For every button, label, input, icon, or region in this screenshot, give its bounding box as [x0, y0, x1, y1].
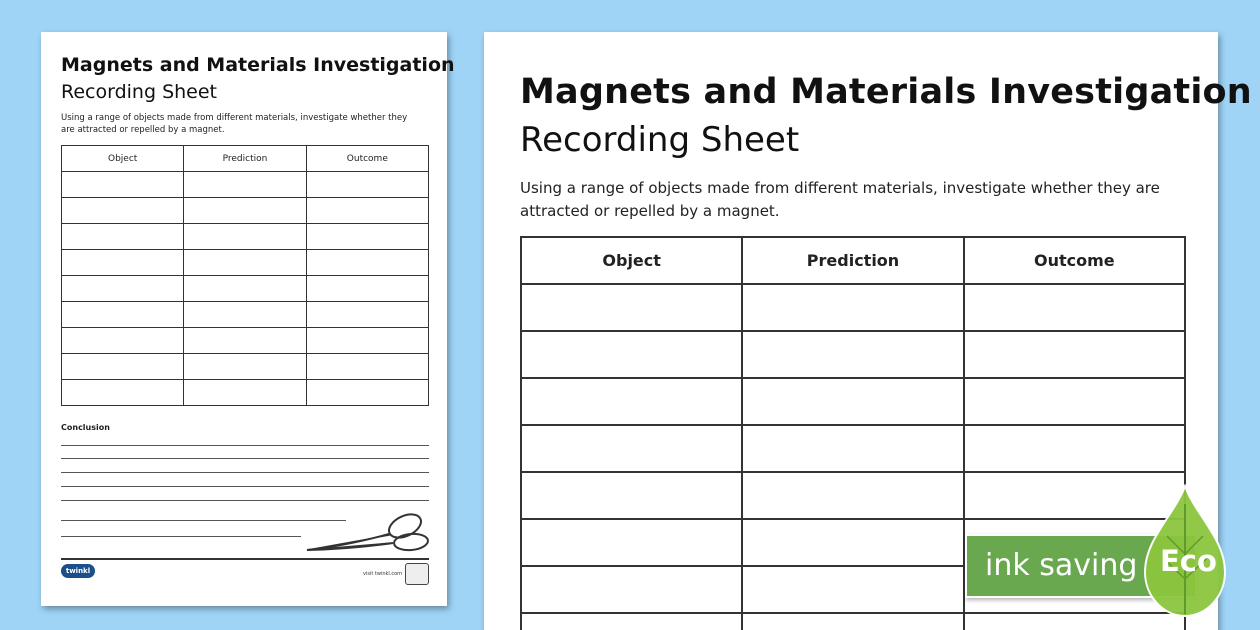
table-row: [62, 224, 429, 250]
table-cell: [964, 284, 1185, 331]
table-row: [62, 198, 429, 224]
table-cell: [62, 380, 184, 406]
table-cell: [306, 198, 428, 224]
column-header-prediction: Prediction: [742, 237, 963, 284]
table-cell: [306, 380, 428, 406]
table-cell: [964, 378, 1185, 425]
table-cell: [521, 519, 742, 566]
column-header-outcome: Outcome: [964, 237, 1185, 284]
table-row: [521, 472, 1185, 519]
table-row: [62, 380, 429, 406]
conclusion-label: Conclusion: [61, 423, 110, 432]
thumbnail-subtitle: Recording Sheet: [61, 81, 217, 103]
table-cell: [62, 224, 184, 250]
column-header-object: Object: [62, 146, 184, 172]
table-cell: [62, 276, 184, 302]
table-row: [62, 172, 429, 198]
table-cell: [184, 328, 306, 354]
table-row: [62, 354, 429, 380]
conclusion-line: [61, 500, 429, 501]
table-cell: [306, 302, 428, 328]
instructions-line: attracted or repelled by a magnet.: [520, 202, 780, 220]
table-cell: [184, 198, 306, 224]
table-cell: [964, 331, 1185, 378]
scissors-icon: [305, 513, 431, 553]
table-cell: [62, 354, 184, 380]
instructions: [520, 177, 1170, 223]
table-cell: [742, 519, 963, 566]
table-cell: [742, 472, 963, 519]
conclusion-line: [61, 486, 429, 487]
table-row: [62, 250, 429, 276]
table-cell: [306, 276, 428, 302]
column-header-outcome: Outcome: [306, 146, 428, 172]
worksheet-thumbnail: [41, 32, 455, 606]
table-cell: [964, 425, 1185, 472]
conclusion-line: [61, 472, 429, 473]
table-row: [521, 378, 1185, 425]
table-cell: [184, 250, 306, 276]
column-header-prediction: Prediction: [184, 146, 306, 172]
twinkl-logo: twinkl: [61, 564, 95, 578]
table-cell: [742, 284, 963, 331]
conclusion-line: [61, 445, 429, 446]
table-cell: [521, 566, 742, 613]
table-header-row: [521, 237, 1185, 284]
table-cell: [184, 380, 306, 406]
ink-saving-text: ink saving: [985, 548, 1138, 583]
thumbnail-instructions: Using a range of objects made from different materials, investigate whether they are attracted or repelled by a magnet.: [61, 113, 408, 135]
table-cell: [184, 302, 306, 328]
table-header-row: [62, 146, 429, 172]
table-cell: [62, 198, 184, 224]
table-cell: [521, 613, 742, 630]
table-cell: [521, 331, 742, 378]
table-cell: [62, 172, 184, 198]
table-cell: [184, 354, 306, 380]
table-cell: [62, 328, 184, 354]
table-row: [521, 331, 1185, 378]
twinkl-badge-icon: [405, 563, 429, 585]
table-cell: [62, 302, 184, 328]
table-row: [521, 284, 1185, 331]
conclusion-line: [61, 458, 429, 459]
table-cell: [306, 328, 428, 354]
table-row: [521, 613, 1185, 630]
eco-label: Eco: [1160, 544, 1217, 578]
table-row: [62, 302, 429, 328]
conclusion-line: [61, 536, 301, 537]
footer-url: visit twinkl.com: [363, 571, 403, 577]
table-cell: [184, 224, 306, 250]
page-title: Magnets and Materials Investigation: [520, 72, 1252, 112]
table-cell: [742, 378, 963, 425]
table-cell: [306, 250, 428, 276]
table-row: [62, 328, 429, 354]
table-cell: [521, 425, 742, 472]
thumbnail-title: Magnets and Materials Investigation: [61, 54, 455, 76]
table-cell: [184, 172, 306, 198]
table-cell: [184, 276, 306, 302]
table-cell: [742, 613, 963, 630]
column-header-object: Object: [521, 237, 742, 284]
page-subtitle: Recording Sheet: [520, 120, 800, 160]
table-cell: [521, 472, 742, 519]
table-cell: [742, 425, 963, 472]
thumbnail-recording-table: [61, 145, 429, 406]
conclusion-line: [61, 520, 346, 521]
table-cell: [62, 250, 184, 276]
table-cell: [306, 224, 428, 250]
table-cell: [306, 172, 428, 198]
table-cell: [521, 284, 742, 331]
instructions-line: Using a range of objects made from different materials, investigate whether they are: [520, 179, 1160, 197]
table-cell: [306, 354, 428, 380]
table-cell: [521, 378, 742, 425]
table-row: [62, 276, 429, 302]
footer-divider: [61, 558, 429, 560]
table-cell: [742, 331, 963, 378]
table-row: [521, 425, 1185, 472]
table-cell: [742, 566, 963, 613]
